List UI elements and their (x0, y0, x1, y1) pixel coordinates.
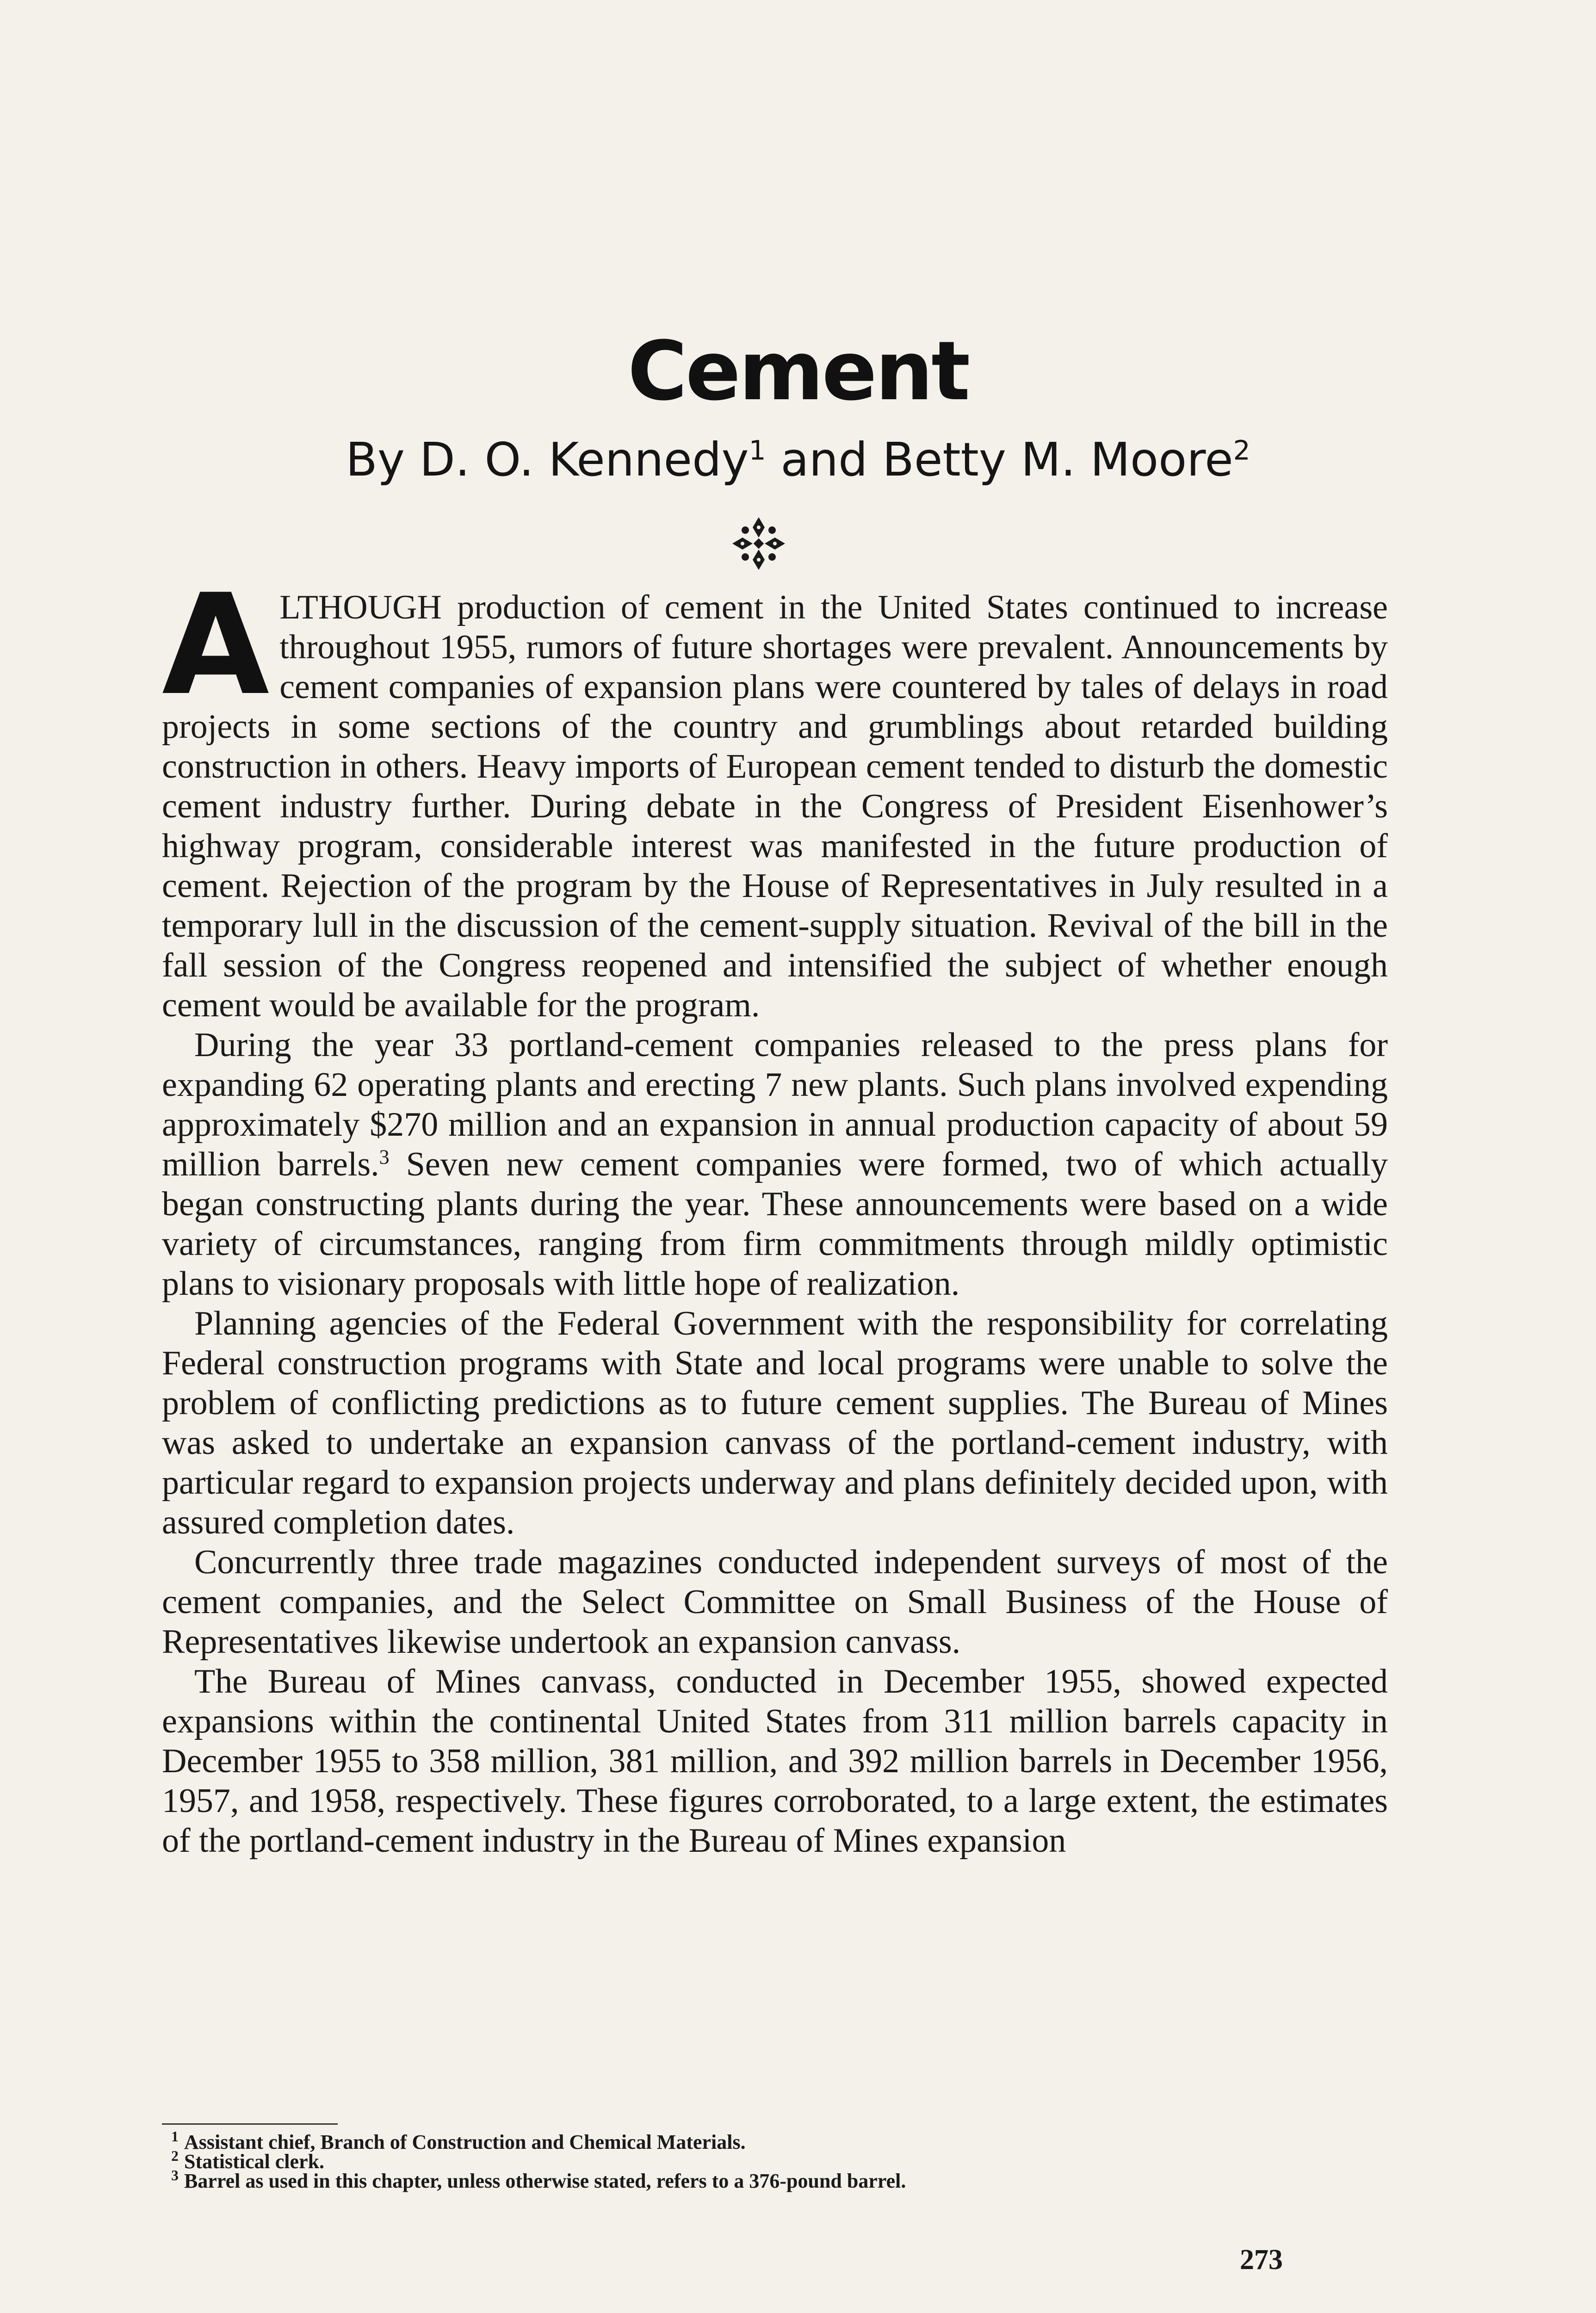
footnote-ref-1: 1 (749, 434, 766, 466)
paragraph-2-text-b: Seven new cement companies were formed, two of which actually began constructing plants during the year. These announcements were based on a wide variety of circumstances, ranging from firm commitments through mildly optimistic plans to visionary proposals with little hope of realization. (162, 1145, 1388, 1303)
footnote-ref-3: 3 (379, 1145, 390, 1169)
author-byline (0, 433, 1596, 487)
footnote-divider (162, 2123, 338, 2125)
paragraph-2-text-a: During the year 33 portland-cement companies released to the press plans for expanding 62 operating plants and erecting 7 new plants. Such plans involved expending approximately $270 million and an expansion in annual production capacity of about 59 million barrels. (162, 1026, 1388, 1183)
footnote-1 (171, 2128, 1374, 2153)
footnote-number: 1 (171, 2128, 179, 2145)
footnote-3 (171, 2167, 1374, 2192)
footnote-number: 3 (171, 2167, 179, 2184)
paragraph-3: Planning agencies of the Federal Government with the responsibility for correlating Federal construction programs with State and local programs were unable to solve the problem of conflicting predictions as to future cement supplies. The Bureau of Mines was asked to undertake an expansion canvass of the portland-cement industry, with particular regard to expansion projects underway and plans definitely decided upon, with assured completion dates. (162, 1305, 1388, 1541)
paragraph-2 (162, 1025, 1388, 1304)
footnote-ref-2: 2 (1233, 434, 1250, 466)
page-number: 273 (1240, 2244, 1283, 2276)
paragraph-1-text: LTHOUGH production of cement in the United States continued to increase throughout 1955, rumors of future shortages were prevalent. Announcements by cement companies of expansion plans were countered by tales of delays in road projects in some sections of the country and grumblings about retarded building construction in others. Heavy imports of European cement tended to disturb the domestic cement industry further. During debate in the Congress of President Eisenhower’s highway program, considerable interest was manifested in the future production of cement. Rejection of the program by the House of Representatives in July resulted in a temporary lull in the discussion of the cement-supply situation. Revival of the bill in the fall session of the Congress reopened and intensified the subject of whether enough cement would be available for the program. (162, 588, 1388, 1024)
drop-cap: A (162, 564, 270, 726)
footnote-2 (171, 2147, 1374, 2173)
paragraph-4: Concurrently three trade magazines conducted independent surveys of most of the cement companies, and the Select Committee on Small Business of the House of Representatives likewise undertook an expansion canvass. (162, 1543, 1388, 1661)
byline-first-author: By D. O. Kennedy (346, 433, 749, 487)
chapter-title: Cement (627, 324, 969, 419)
article-body (162, 564, 1388, 1861)
footnote-text: Barrel as used in this chapter, unless otherwise stated, refers to a 376-pound barrel. (184, 2170, 906, 2192)
paragraph-5: The Bureau of Mines canvass, conducted in December 1955, showed expected expansions within the continental United States from 311 million barrels capacity in December 1955 to 358 million, 381 million, and 392 million barrels in December 1956, 1957, and 1958, respectively. These figures corroborated, to a large extent, the estimates of the portland-cement industry in the Bureau of Mines expansion (162, 1663, 1388, 1860)
footnote-text: Statistical clerk. (184, 2150, 325, 2173)
footnote-text: Assistant chief, Branch of Construction and Chemical Materials. (184, 2131, 746, 2153)
byline-second-author: and Betty M. Moore (766, 433, 1233, 487)
ornament-icon (729, 513, 789, 574)
footnotes (171, 2128, 1374, 2192)
paragraph-1 (162, 564, 1388, 1025)
footnote-number: 2 (171, 2147, 179, 2165)
